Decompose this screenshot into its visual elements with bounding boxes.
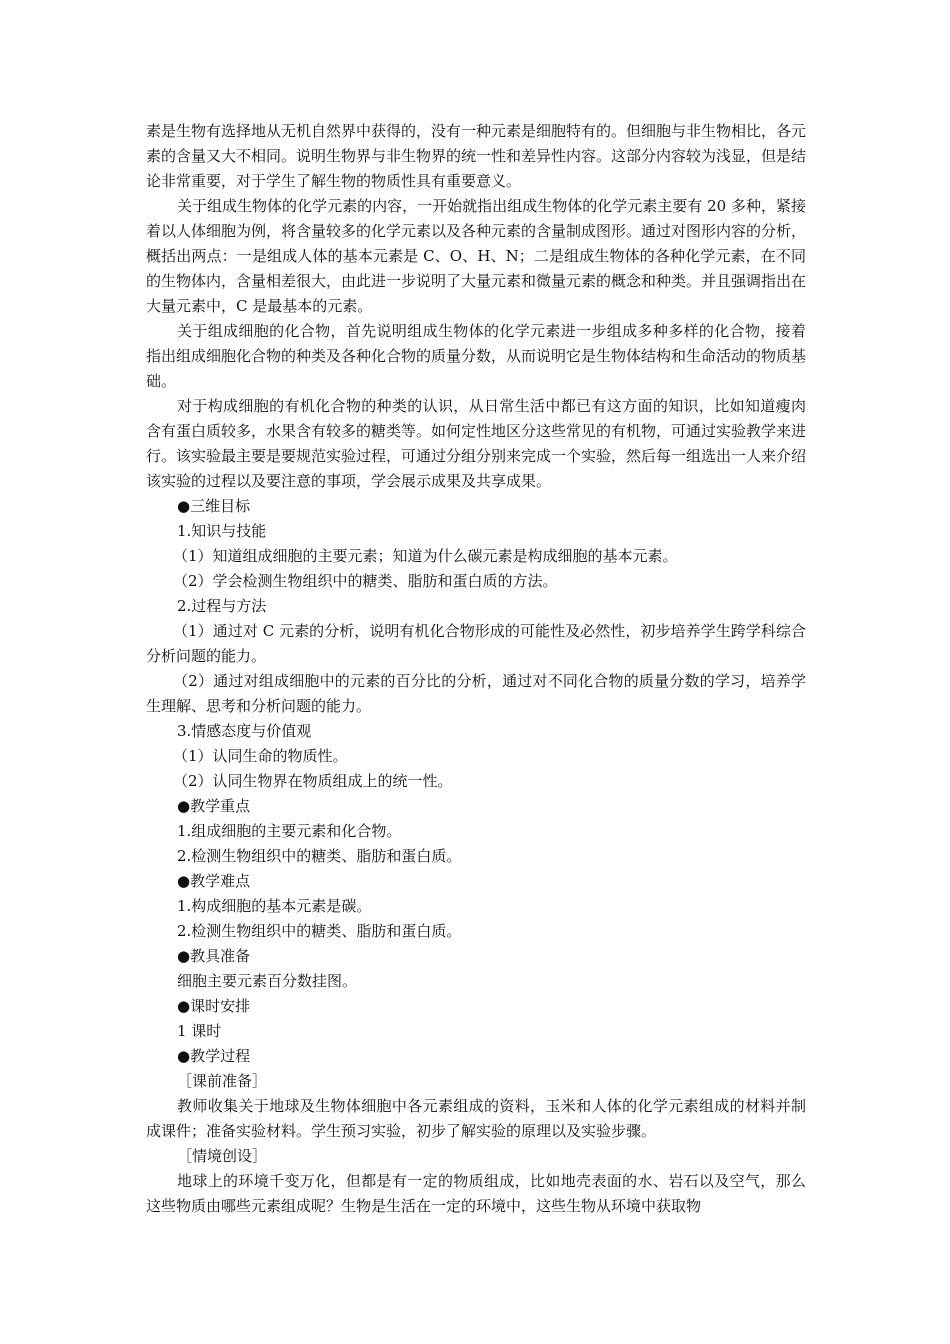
process-method-item: （1）通过对 C 元素的分析，说明有机化合物形成的可能性及必然性，初步培养学生跨学科综合分析问题的能力。 <box>146 622 806 665</box>
process-method-item: （2）通过对组成细胞中的元素的百分比的分析，通过对不同化合物的质量分数的学习，培养学生理解、思考和分析问题的能力。 <box>146 672 806 715</box>
knowledge-item: （2）学会检测生物组织中的糖类、脂肪和蛋白质的方法。 <box>173 572 558 590</box>
knowledge-item: （1）知道组成细胞的主要元素；知道为什么碳元素是构成细胞的基本元素。 <box>173 547 678 565</box>
schedule-text: 1 课时 <box>177 1022 222 1040</box>
scene-title: ［情境创设］ <box>177 1147 268 1165</box>
prep-text: 教师收集关于地球及生物体细胞中各元素组成的资料，玉米和人体的化学元素组成的材料并制成课件；准备实验材料。学生预习实验，初步了解实验的原理以及实验步骤。 <box>146 1097 806 1140</box>
attitude-item: （1）认同生命的物质性。 <box>173 747 348 765</box>
key-point-item: 1.组成细胞的主要元素和化合物。 <box>177 822 402 840</box>
difficulties-heading: ●教学难点 <box>177 872 251 890</box>
key-points-heading: ●教学重点 <box>177 797 251 815</box>
scene-text: 地球上的环境千变万化，但都是有一定的物质组成，比如地壳表面的水、岩石以及空气，那么这些物质由哪些元素组成呢？生物是生活在一定的环境中，这些生物从环境中获取物 <box>146 1172 806 1215</box>
tools-heading: ●教具准备 <box>177 947 251 965</box>
paragraph-compounds: 关于组成细胞的化合物，首先说明组成生物体的化学元素进一步组成多种多样的化合物，接着指出组成细胞化合物的种类及各种化合物的质量分数，从而说明它是生物体结构和生命活动的物质基础。 <box>146 322 807 390</box>
paragraph-chemical-elements: 关于组成生物体的化学元素的内容，一开始就指出组成生物体的化学元素主要有 20 多种，紧接着以人体细胞为例，将含量较多的化学元素以及各种元素的含量制成图形。通过对图形内容的分析，概括出两点：一是组成人体的基本元素是 C、O、H、N；二是组成生物体的各种化学元素，在不同的生物体内，含量相差很大，由此进一步说明了大量元素和微量元素的概念和种类。并且强调指出在大量元素中，C 是最基本的元素。 <box>146 197 807 315</box>
difficulty-item: 1.构成细胞的基本元素是碳。 <box>177 897 372 915</box>
knowledge-title: 1.知识与技能 <box>177 522 267 540</box>
paragraph-continuation: 素是生物有选择地从无机自然界中获得的，没有一种元素是细胞特有的。但细胞与非生物相比，各元素的含量又大不相同。说明生物界与非生物界的统一性和差异性内容。这部分内容较为浅显，但是结论非常重要，对于学生了解生物的物质性具有重要意义。 <box>146 122 807 190</box>
objectives-heading: ●三维目标 <box>177 497 251 515</box>
schedule-heading: ●课时安排 <box>177 997 251 1015</box>
difficulty-item: 2.检测生物组织中的糖类、脂肪和蛋白质。 <box>177 922 462 940</box>
attitude-title: 3.情感态度与价值观 <box>177 722 312 740</box>
process-method-title: 2.过程与方法 <box>177 597 267 615</box>
prep-title: ［课前准备］ <box>177 1072 268 1090</box>
document-body <box>146 119 806 1219</box>
process-heading: ●教学过程 <box>177 1047 251 1065</box>
attitude-item: （2）认同生物界在物质组成上的统一性。 <box>173 772 453 790</box>
key-point-item: 2.检测生物组织中的糖类、脂肪和蛋白质。 <box>177 847 462 865</box>
paragraph-organic-compounds: 对于构成细胞的有机化合物的种类的认识，从日常生活中都已有这方面的知识，比如知道瘦肉含有蛋白质较多，水果含有较多的糖类等。如何定性地区分这些常见的有机物，可通过实验教学来进行。该实验最主要是要规范实验过程，可通过分组分别来完成一个实验，然后每一组选出一人来介绍该实验的过程以及要注意的事项，学会展示成果及共享成果。 <box>146 397 807 490</box>
tools-text: 细胞主要元素百分数挂图。 <box>177 972 358 990</box>
